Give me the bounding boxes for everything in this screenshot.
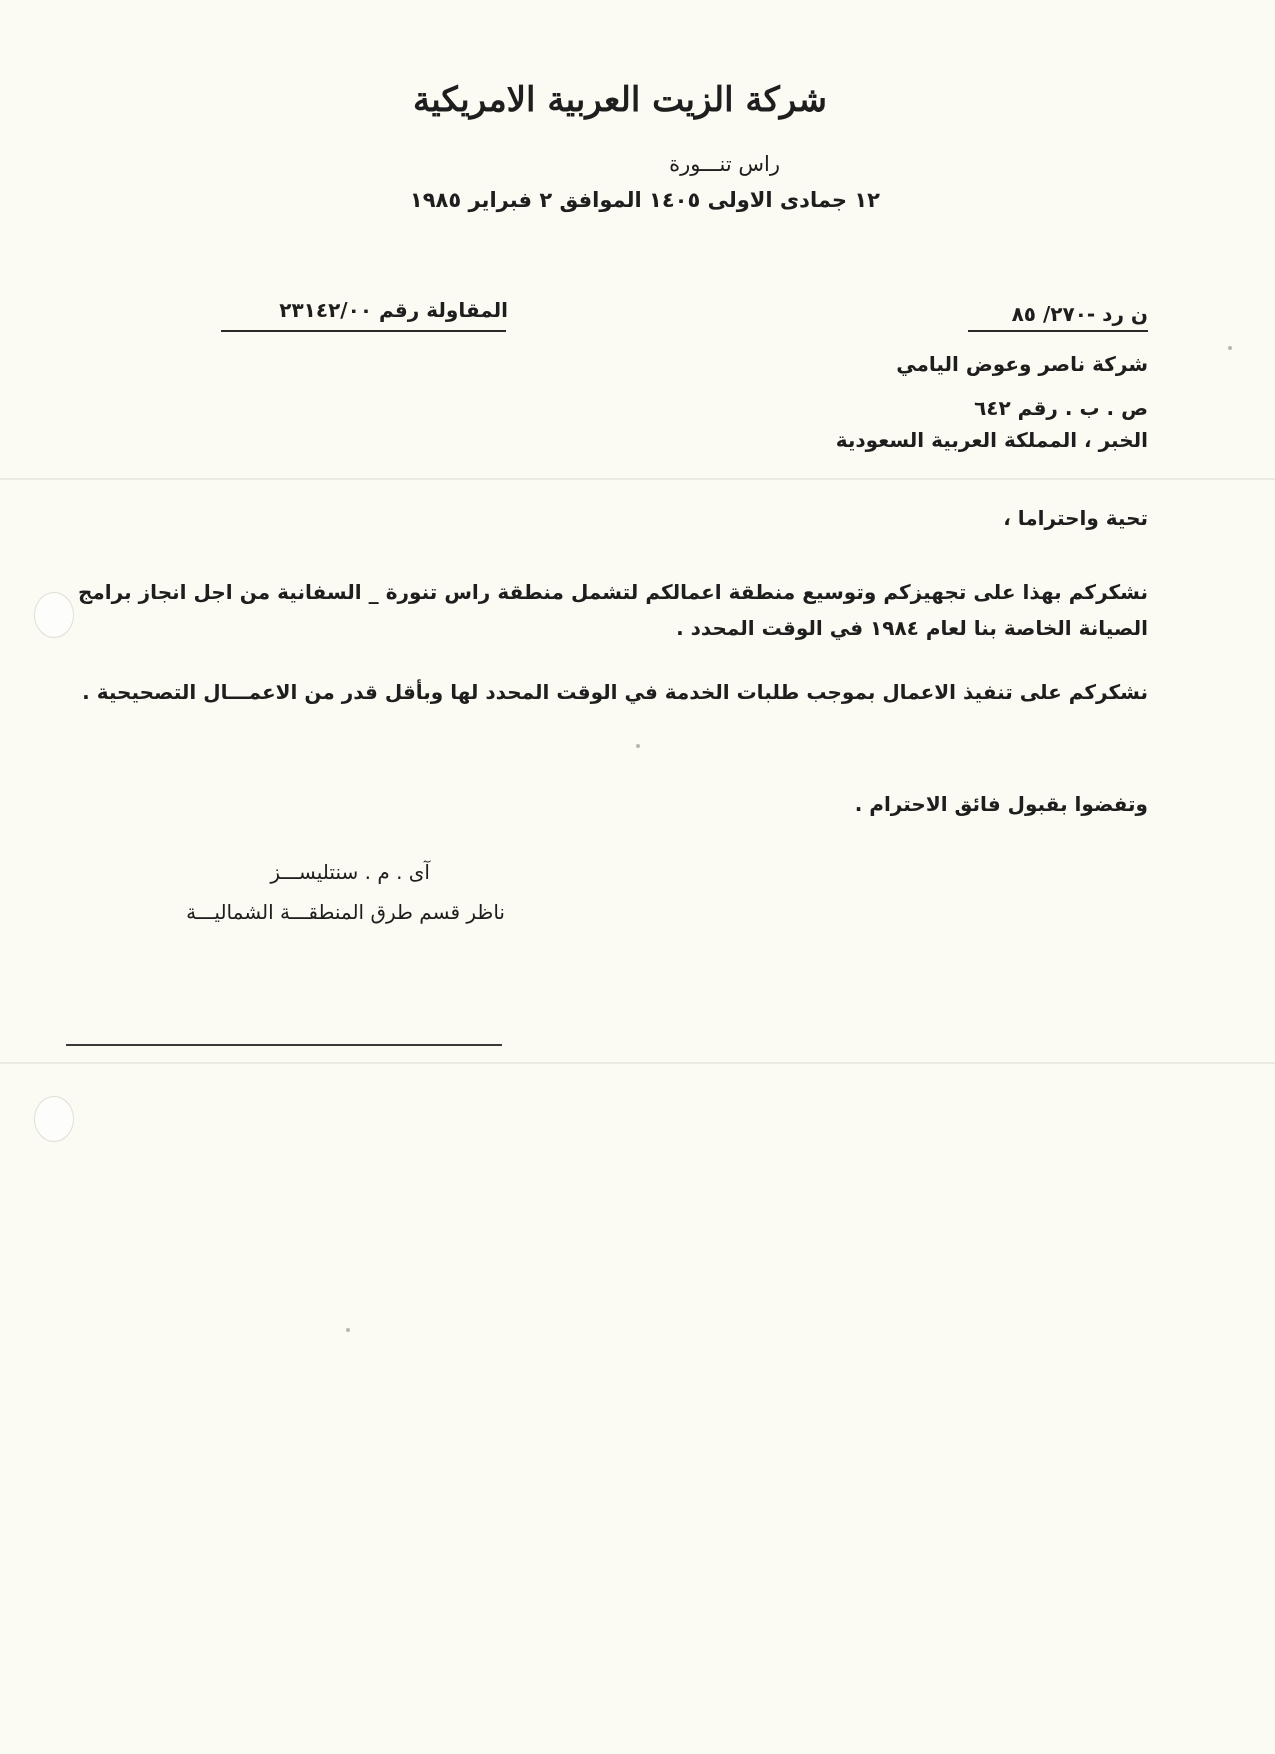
signatory-name: آى . م . سنتليســـز: [270, 860, 430, 884]
recipient-name: شركة ناصر وعوض اليامي: [896, 352, 1148, 376]
company-letterhead: شركة الزيت العربية الامريكية: [412, 80, 828, 120]
greeting: تحية واحتراما ،: [1003, 506, 1148, 530]
signatory-title: ناظر قسم طرق المنطقـــة الشماليـــة: [186, 900, 505, 924]
paper-fold-line: [0, 1062, 1275, 1064]
contract-number: المقاولة رقم ٢٣١٤٢/٠٠: [279, 298, 508, 322]
paper-speck: [346, 1328, 350, 1332]
paper-fold-line: [0, 478, 1275, 480]
punch-hole: [34, 1096, 74, 1142]
body-paragraph-2: نشكركم على تنفيذ الاعمال بموجب طلبات الخدمة في الوقت المحدد لها وبأقل قدر من الاعمـــال التصحيحية .: [82, 680, 1148, 704]
closing-line: وتفضوا بقبول فائق الاحترام .: [854, 792, 1148, 816]
punch-hole: [34, 592, 74, 638]
recipient-po-box: ص . ب . رقم ٦٤٢: [974, 396, 1148, 420]
bottom-rule: [66, 1044, 502, 1046]
recipient-city: الخبر ، المملكة العربية السعودية: [835, 428, 1148, 452]
letter-place: راس تنـــورة: [669, 152, 780, 176]
paper-speck: [1228, 346, 1232, 350]
reference-underline: [968, 330, 1148, 332]
body-paragraph-1: نشكركم بهذا على تجهيزكم وتوسيع منطقة اعمالكم لتشمل منطقة راس تنورة _ السفانية من اجل انجاز برامج الصيانة الخاصة بنا لعام ١٩٨٤ في الوقت المحدد .: [78, 580, 1148, 640]
letter-date: ١٢ جمادى الاولى ١٤٠٥ الموافق ٢ فبراير ١٩٨٥: [409, 188, 880, 212]
paper-speck: [636, 744, 640, 748]
reference-number: ن رد -٢٧٠/ ٨٥: [1011, 302, 1148, 326]
contract-underline: [221, 330, 506, 332]
